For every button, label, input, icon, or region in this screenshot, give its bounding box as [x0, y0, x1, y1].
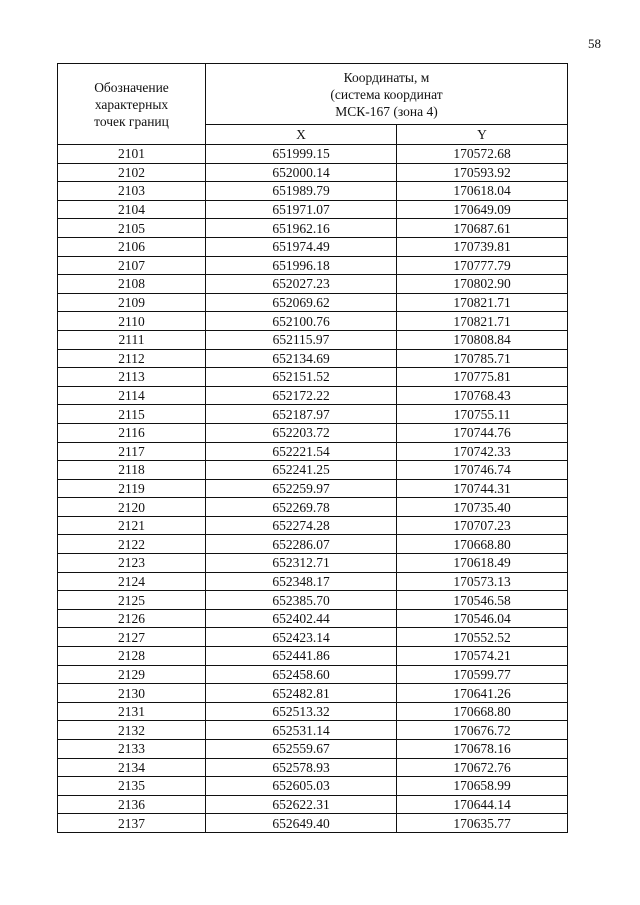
x-coordinate-cell: 652458.60: [206, 665, 397, 684]
y-coordinate-cell: 170635.77: [397, 814, 568, 833]
coords-header-line-1: Координаты, м: [343, 69, 430, 85]
y-coordinate-cell: 170618.04: [397, 182, 568, 201]
point-cell: 2101: [58, 145, 206, 164]
x-coordinate-cell: 652423.14: [206, 628, 397, 647]
point-cell: 2108: [58, 275, 206, 294]
coords-header-line-2: (система координат: [330, 86, 443, 102]
point-cell: 2127: [58, 628, 206, 647]
table-row: [58, 554, 568, 573]
y-coordinate-cell: 170599.77: [397, 665, 568, 684]
y-coordinate-cell: 170573.13: [397, 572, 568, 591]
table-row: [58, 442, 568, 461]
table-row: [58, 740, 568, 759]
x-coordinate-cell: 651989.79: [206, 182, 397, 201]
point-cell: 2129: [58, 665, 206, 684]
point-cell: 2122: [58, 535, 206, 554]
table-row: [58, 535, 568, 554]
x-coordinate-cell: 652482.81: [206, 684, 397, 703]
y-coordinate-cell: 170755.11: [397, 405, 568, 424]
y-coordinate-cell: 170742.33: [397, 442, 568, 461]
table-row: [58, 275, 568, 294]
x-coordinate-cell: 652203.72: [206, 423, 397, 442]
x-column-header: X: [206, 125, 397, 145]
x-coordinate-cell: 652100.76: [206, 312, 397, 331]
x-coordinate-cell: 652605.03: [206, 777, 397, 796]
table-row: [58, 256, 568, 275]
x-coordinate-cell: 652531.14: [206, 721, 397, 740]
x-coordinate-cell: 652649.40: [206, 814, 397, 833]
point-cell: 2118: [58, 461, 206, 480]
y-coordinate-cell: 170644.14: [397, 795, 568, 814]
point-cell: 2103: [58, 182, 206, 201]
x-coordinate-cell: 652269.78: [206, 498, 397, 517]
x-coordinate-cell: 652115.97: [206, 330, 397, 349]
point-cell: 2102: [58, 163, 206, 182]
y-coordinate-cell: 170808.84: [397, 330, 568, 349]
y-coordinate-cell: 170735.40: [397, 498, 568, 517]
y-coordinate-cell: 170676.72: [397, 721, 568, 740]
coordinates-table: [57, 63, 568, 833]
point-cell: 2131: [58, 702, 206, 721]
table-row: [58, 591, 568, 610]
point-header-line-1: Обозначение: [94, 79, 169, 95]
table-row: [58, 479, 568, 498]
y-coordinate-cell: 170546.04: [397, 609, 568, 628]
y-coordinate-cell: 170802.90: [397, 275, 568, 294]
x-coordinate-cell: 652027.23: [206, 275, 397, 294]
table-row: [58, 721, 568, 740]
point-cell: 2114: [58, 386, 206, 405]
y-coordinate-cell: 170672.76: [397, 758, 568, 777]
y-coordinate-cell: 170744.31: [397, 479, 568, 498]
table-row: [58, 423, 568, 442]
y-coordinate-cell: 170618.49: [397, 554, 568, 573]
table-row: [58, 628, 568, 647]
y-coordinate-cell: 170668.80: [397, 702, 568, 721]
y-coordinate-cell: 170572.68: [397, 145, 568, 164]
y-coordinate-cell: 170821.71: [397, 312, 568, 331]
page-number: 58: [588, 36, 601, 51]
x-coordinate-cell: 652274.28: [206, 516, 397, 535]
y-coordinate-cell: 170775.81: [397, 368, 568, 387]
x-coordinate-cell: 652312.71: [206, 554, 397, 573]
table-row: [58, 182, 568, 201]
x-coordinate-cell: 651996.18: [206, 256, 397, 275]
point-cell: 2117: [58, 442, 206, 461]
point-cell: 2109: [58, 293, 206, 312]
point-cell: 2121: [58, 516, 206, 535]
table-row: [58, 814, 568, 833]
x-coordinate-cell: 652385.70: [206, 591, 397, 610]
x-coordinate-cell: 652069.62: [206, 293, 397, 312]
table-row: [58, 498, 568, 517]
point-cell: 2111: [58, 330, 206, 349]
point-column-header: [58, 64, 206, 145]
table-body: [58, 145, 568, 833]
x-coordinate-cell: 652622.31: [206, 795, 397, 814]
table-row: [58, 405, 568, 424]
table-row: [58, 516, 568, 535]
table-row: [58, 758, 568, 777]
y-coordinate-cell: 170668.80: [397, 535, 568, 554]
x-coordinate-cell: 651971.07: [206, 200, 397, 219]
table-header: [58, 64, 568, 145]
point-cell: 2130: [58, 684, 206, 703]
point-cell: 2134: [58, 758, 206, 777]
table-row: [58, 777, 568, 796]
coordinates-header: [206, 64, 568, 125]
y-coordinate-cell: 170546.58: [397, 591, 568, 610]
point-header-line-2: характерных: [94, 96, 169, 112]
point-cell: 2119: [58, 479, 206, 498]
point-cell: 2125: [58, 591, 206, 610]
point-cell: 2107: [58, 256, 206, 275]
x-coordinate-cell: 652241.25: [206, 461, 397, 480]
table-row: [58, 145, 568, 164]
table-row: [58, 461, 568, 480]
table-row: [58, 237, 568, 256]
y-coordinate-cell: 170785.71: [397, 349, 568, 368]
table-row: [58, 349, 568, 368]
x-coordinate-cell: 652172.22: [206, 386, 397, 405]
y-coordinate-cell: 170744.76: [397, 423, 568, 442]
table-row: [58, 312, 568, 331]
y-coordinate-cell: 170658.99: [397, 777, 568, 796]
x-coordinate-cell: 652348.17: [206, 572, 397, 591]
point-header-line-3: точек границ: [94, 113, 169, 129]
x-coordinate-cell: 652286.07: [206, 535, 397, 554]
y-coordinate-cell: 170574.21: [397, 647, 568, 666]
table-row: [58, 200, 568, 219]
y-coordinate-cell: 170687.61: [397, 219, 568, 238]
x-coordinate-cell: 652151.52: [206, 368, 397, 387]
x-coordinate-cell: 652578.93: [206, 758, 397, 777]
x-coordinate-cell: 652187.97: [206, 405, 397, 424]
y-coordinate-cell: 170707.23: [397, 516, 568, 535]
table-row: [58, 647, 568, 666]
y-coordinate-cell: 170641.26: [397, 684, 568, 703]
y-column-header: Y: [397, 125, 568, 145]
x-coordinate-cell: 652134.69: [206, 349, 397, 368]
x-coordinate-cell: 652559.67: [206, 740, 397, 759]
point-cell: 2128: [58, 647, 206, 666]
point-cell: 2120: [58, 498, 206, 517]
x-coordinate-cell: 651962.16: [206, 219, 397, 238]
y-coordinate-cell: 170678.16: [397, 740, 568, 759]
point-cell: 2105: [58, 219, 206, 238]
point-cell: 2112: [58, 349, 206, 368]
point-cell: 2126: [58, 609, 206, 628]
table-row: [58, 163, 568, 182]
table-row: [58, 795, 568, 814]
y-coordinate-cell: 170768.43: [397, 386, 568, 405]
table-row: [58, 293, 568, 312]
point-cell: 2116: [58, 423, 206, 442]
y-coordinate-cell: 170746.74: [397, 461, 568, 480]
point-cell: 2104: [58, 200, 206, 219]
point-cell: 2123: [58, 554, 206, 573]
point-cell: 2132: [58, 721, 206, 740]
y-coordinate-cell: 170821.71: [397, 293, 568, 312]
x-coordinate-cell: 652402.44: [206, 609, 397, 628]
x-coordinate-cell: 652000.14: [206, 163, 397, 182]
y-coordinate-cell: 170649.09: [397, 200, 568, 219]
table-row: [58, 219, 568, 238]
point-cell: 2115: [58, 405, 206, 424]
y-coordinate-cell: 170739.81: [397, 237, 568, 256]
table-row: [58, 684, 568, 703]
table-row: [58, 386, 568, 405]
point-cell: 2133: [58, 740, 206, 759]
y-coordinate-cell: 170552.52: [397, 628, 568, 647]
table-row: [58, 330, 568, 349]
x-coordinate-cell: 652441.86: [206, 647, 397, 666]
coords-header-line-3: МСК-167 (зона 4): [335, 103, 438, 119]
x-coordinate-cell: 652221.54: [206, 442, 397, 461]
table-row: [58, 368, 568, 387]
point-cell: 2106: [58, 237, 206, 256]
table-row: [58, 665, 568, 684]
point-cell: 2136: [58, 795, 206, 814]
table-row: [58, 572, 568, 591]
point-cell: 2135: [58, 777, 206, 796]
point-cell: 2110: [58, 312, 206, 331]
table-row: [58, 609, 568, 628]
x-coordinate-cell: 651999.15: [206, 145, 397, 164]
table-row: [58, 702, 568, 721]
x-coordinate-cell: 652259.97: [206, 479, 397, 498]
point-cell: 2113: [58, 368, 206, 387]
x-coordinate-cell: 651974.49: [206, 237, 397, 256]
y-coordinate-cell: 170593.92: [397, 163, 568, 182]
point-cell: 2137: [58, 814, 206, 833]
x-coordinate-cell: 652513.32: [206, 702, 397, 721]
point-cell: 2124: [58, 572, 206, 591]
y-coordinate-cell: 170777.79: [397, 256, 568, 275]
